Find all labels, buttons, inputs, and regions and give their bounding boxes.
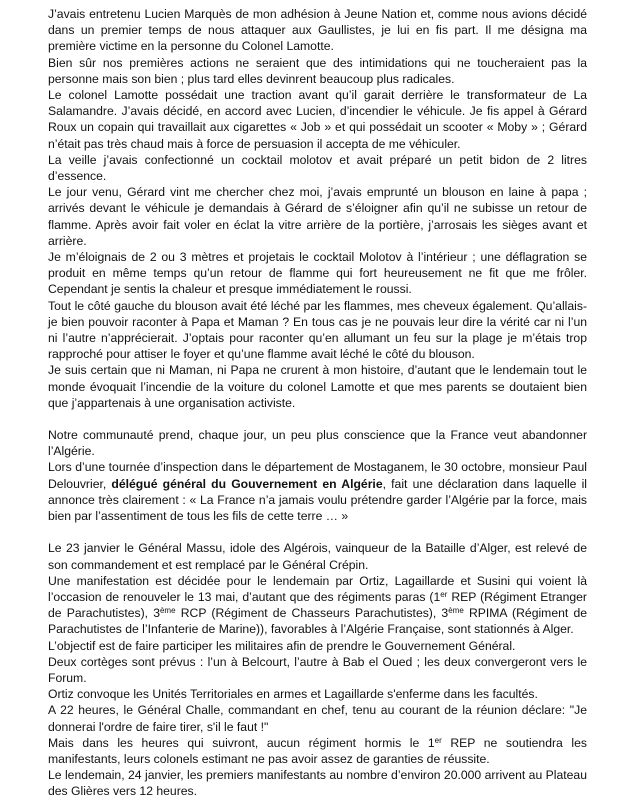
- paragraph: Le 23 janvier le Général Massu, idole des Algérois, vainqueur de la Bataille d’Alger, est relevé de son commandement et est remplacé par le Général Crépin.: [48, 541, 587, 572]
- paragraph: Tout le côté gauche du blouson avait été léché par les flammes, mes cheveux également. Qu’allais-je bien pouvoir raconter à Papa et Maman ? En tous cas je ne pouvais leur dire la vérité car ni l’un ni l’autre n’apprécierait. J’optais pour raconter qu’en allumant un feu sur la plage je m’étais trop rapproché pour attiser le foyer et qu’une flamme avait léché le côté du blouson.: [48, 298, 587, 362]
- paragraph: A 22 heures, le Général Challe, commandant en chef, tenu au courant de la réunion déclare: "Je donnerai l'ordre de faire tirer, s'il le faut !": [48, 703, 587, 734]
- text-run: , fait une déclaration dans laquelle il annonce très clairement : « La France n’a jamais voulu prétendre garder l’Algérie par la force, mais bien par l’assentiment de tous les fils de cette terre … »: [48, 476, 588, 524]
- paragraph: Notre communauté prend, chaque jour, un peu plus conscience que la France veut abandonner l’Algérie.: [48, 428, 587, 459]
- text-run: Une manifestation est décidée pour le lendemain par Ortiz, Lagaillarde et Susini qui voient là l’occasion de renouveler le 13 mai, d’autant que des régiments paras (1: [48, 573, 587, 604]
- text-run: RCP (Régiment de Chasseurs Parachutistes), 3: [175, 606, 449, 621]
- paragraph: [48, 459, 587, 524]
- superscript: er: [434, 735, 442, 745]
- paragraph: Le colonel Lamotte possédait une traction avant qu’il garait derrière le transformateur de La Salamandre. J’avais décidé, en accord avec Lucien, d’incendier le véhicule. Je fis appel à Gérard Roux un copain qui travaillait aux cigarettes « Job » et qui possédait un scooter « Moby » ; Gérard n’était pas très chaud mais à force de persuasion il accepta de me véhiculer.: [48, 88, 587, 151]
- paragraph: Deux cortèges sont prévus : l’un à Belcourt, l’autre à Bab el Oued ; les deux convergeront vers le Forum.: [48, 654, 587, 685]
- text-run: REP ne soutiendra les manifestants, leurs colonels estimant ne pas avoir assez de garanties de réussite.: [48, 735, 587, 766]
- paragraph: J’avais entretenu Lucien Marquès de mon adhésion à Jeune Nation et, comme nous avions décidé dans un premier temps de nous attaquer aux Gaullistes, je lui en fis part. Il me désigna ma première victime en la personne du Colonel Lamotte.: [48, 7, 587, 54]
- bold-text: délégué général du Gouvernement en Algérie: [111, 476, 383, 491]
- superscript: ème: [448, 606, 464, 616]
- paragraph: Je m’éloignais de 2 ou 3 mètres et projetais le cocktail Molotov à l’intérieur ; une déflagration se produit en même temps qu’un retour de flamme qui fort heureusement ne fit que me frôler. Cependant je sentis la chaleur et presque immédiatement le roussi.: [48, 250, 587, 297]
- paragraph: Le jour venu, Gérard vint me chercher chez moi, j’avais emprunté un blouson en laine à papa ; arrivés devant le véhicule je demandais à Gérard de s’éloigner afin qu’il ne subisse un retour de flamme. Après avoir fait voler en éclat la vitre arrière de la portière, j’arrosais les sièges avant et arrière.: [48, 185, 587, 248]
- text-run: Lors d’une tournée d’inspection dans le département de Mostaganem, le 30 octobre, monsieur Paul Delouvrier,: [48, 460, 587, 491]
- paragraph: Ortiz convoque les Unités Territoriales en armes et Lagaillarde s'enferme dans les facultés.: [48, 687, 538, 702]
- text-run: Mais dans les heures qui suivront, aucun régiment hormis le 1: [48, 735, 435, 750]
- text-run: RPIMA (Régiment de Parachutistes de l’Infanterie de Marine)), favorables à l’Algérie Française, sont stationnés à Alger.: [48, 606, 588, 637]
- paragraph: [48, 735, 587, 767]
- text-run: REP (Régiment Etranger de Parachutistes), 3: [48, 589, 587, 621]
- paragraph: La veille j’avais confectionné un cocktail molotov et avait préparé un petit bidon de 2 litres d’essence.: [48, 152, 587, 184]
- paragraph: Je suis certain que ni Maman, ni Papa ne crurent à mon histoire, d’autant que le lendemain tout le monde évoquait l’incendie de la voiture du colonel Lamotte et que mes parents se doutaient bien que j’appartenais à une organisation activiste.: [48, 363, 587, 410]
- paragraph: Le lendemain, 24 janvier, les premiers manifestants au nombre d’environ 20.000 arrivent au Plateau des Glières vers 12 heures.: [48, 768, 587, 799]
- paragraph: Bien sûr nos premières actions ne seraient que des intimidations qui ne toucheraient pas la personne mais son bien ; plus tard elles devinrent beaucoup plus radicales.: [48, 55, 587, 86]
- document-page: [48, 6, 587, 800]
- superscript: er: [440, 589, 448, 599]
- paragraph: [48, 573, 587, 638]
- superscript: ème: [159, 606, 176, 616]
- paragraph: L’objectif est de faire participer les militaires afin de prendre le Gouvernement Général.: [48, 638, 516, 653]
